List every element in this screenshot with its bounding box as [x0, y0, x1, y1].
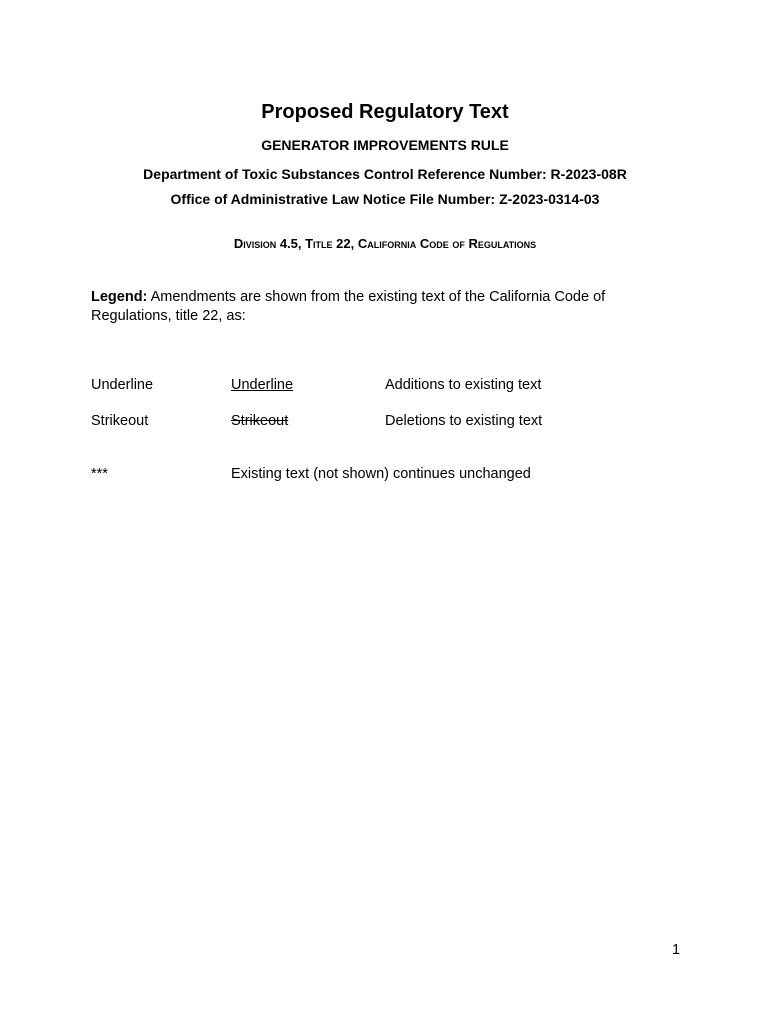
legend-row-strikeout-example: Strikeout: [231, 413, 289, 429]
rule-subtitle: GENERATOR IMPROVEMENTS RULE: [261, 137, 509, 153]
legend-row-ellipsis-name: ***: [91, 466, 108, 482]
legend-row-ellipsis-description: Existing text (not shown) continues unchanged: [231, 466, 531, 482]
legend-text: Amendments are shown from the existing text of the California Code of Regulations, title 22, as:: [91, 289, 606, 324]
division-title-line: Division 4.5, Title 22, California Code of Regulations: [233, 236, 537, 251]
page-number: 1: [672, 942, 681, 958]
legend-row-strikeout-name: Strikeout: [91, 413, 149, 429]
oal-file-number-line: Office of Administrative Law Notice File Number: Z-2023-0314-03: [170, 191, 600, 207]
legend-row-strikeout-description: Deletions to existing text: [385, 413, 543, 429]
page-title: Proposed Regulatory Text: [261, 101, 509, 123]
legend-row-underline-example: Underline: [231, 377, 294, 393]
reference-number-line: Department of Toxic Substances Control Reference Number: R-2023-08R: [143, 166, 627, 182]
legend-row-underline-description: Additions to existing text: [385, 377, 542, 393]
legend-paragraph: [91, 288, 651, 326]
legend-row-underline-name: Underline: [91, 377, 154, 393]
legend-label: Legend:: [91, 289, 148, 305]
